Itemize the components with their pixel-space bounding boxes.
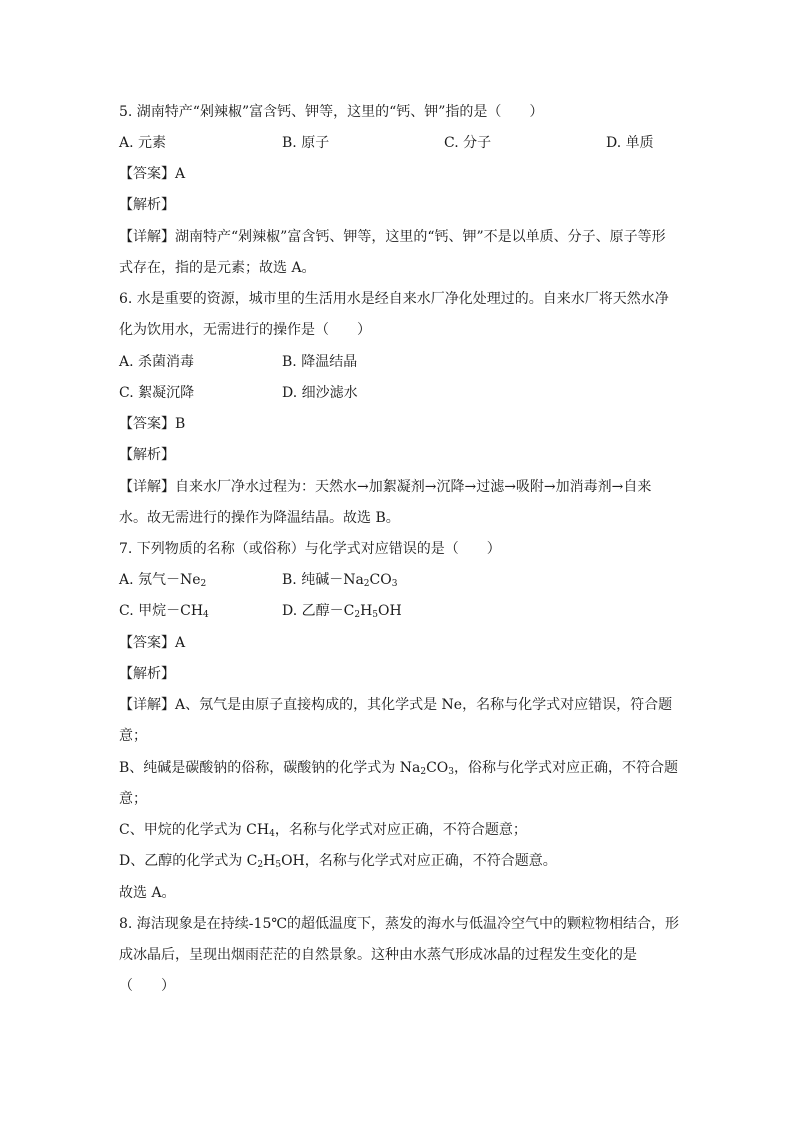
q6-analysis: 【解析】 (119, 447, 175, 463)
q7-answer: 【答案】A (119, 635, 186, 651)
q5-stem: 5. 湖南特产“剁辣椒”富含钙、钾等，这里的“钙、钾”指的是（ ） (119, 104, 544, 120)
q7-detail-b-line-2: 意； (119, 791, 147, 807)
q7-detail-a-line-2: 意； (119, 728, 147, 744)
q7-detail-b-line-1: B、纯碱是碳酸钠的俗称，碳酸钠的化学式为 $Na_2CO_3$，俗称与化学式对应正确，不符合题 (119, 760, 679, 777)
q7-option-a: A. 氖气$-Ne_2$ (119, 572, 207, 589)
q7-analysis: 【解析】 (119, 666, 175, 682)
q5-option-b: B. 原子 (282, 135, 330, 151)
q6-option-c: C. 絮凝沉降 (119, 385, 195, 401)
q6-option-b: B. 降温结晶 (282, 354, 358, 370)
q8-stem-line-1: 8. 海洁现象是在持续-15℃的超低温度下，蒸发的海水与低温冷空气中的颗粒物相结合，形 (119, 916, 680, 932)
q7-detail-a-line-1: 【详解】A、氖气是由原子直接构成的，其化学式是 Ne，名称与化学式对应错误，符合题 (119, 697, 673, 713)
q7-option-c: C. 甲烷$-CH_4$ (119, 603, 209, 620)
q8-stem-line-3: （ ） (119, 978, 175, 994)
q6-detail-line-1: 【详解】自来水厂净水过程为：天然水→加絮凝剂→沉降→过滤→吸附→加消毒剂→自来 (119, 479, 652, 495)
q5-detail-line-2: 式存在，指的是元素；故选 A。 (119, 260, 316, 276)
q6-option-a: A. 杀菌消毒 (119, 354, 195, 370)
q6-stem-line-1: 6. 水是重要的资源，城市里的生活用水是经自来水厂净化处理过的。自来水厂将天然水净 (119, 291, 669, 307)
q7-stem: 7. 下列物质的名称（或俗称）与化学式对应错误的是（ ） (119, 541, 501, 557)
q6-detail-line-2: 水。故无需进行的操作为降温结晶。故选 B。 (119, 510, 400, 526)
q5-answer: 【答案】A (119, 166, 186, 182)
q5-option-d: D. 单质 (606, 135, 654, 151)
q5-detail-line-1: 【详解】湖南特产“剁辣椒”富含钙、钾等，这里的“钙、钾”不是以单质、分子、原子等形 (119, 229, 666, 245)
q8-stem-line-2: 成冰晶后，呈现出烟雨茫茫的自然景象。这种由水蒸气形成冰晶的过程发生变化的是 (119, 947, 637, 963)
q6-option-d: D. 细沙滤水 (282, 385, 358, 401)
q5-analysis: 【解析】 (119, 197, 175, 213)
q5-option-a: A. 元素 (119, 135, 167, 151)
q5-option-c: C. 分子 (444, 135, 492, 151)
q6-answer: 【答案】B (119, 416, 186, 432)
q7-detail-c: C、甲烷的化学式为 $CH_4$，名称与化学式对应正确，不符合题意； (119, 822, 527, 839)
q7-option-b: B. 纯碱$-Na_2CO_3$ (282, 572, 398, 589)
q7-option-d: D. 乙醇$-C_2H_5OH$ (282, 603, 402, 620)
q7-conclusion: 故选 A。 (119, 885, 176, 901)
q7-detail-d: D、乙醇的化学式为 $C_2H_5OH$，名称与化学式对应正确，不符合题意。 (119, 853, 557, 870)
q6-stem-line-2: 化为饮用水，无需进行的操作是（ ） (119, 322, 371, 338)
